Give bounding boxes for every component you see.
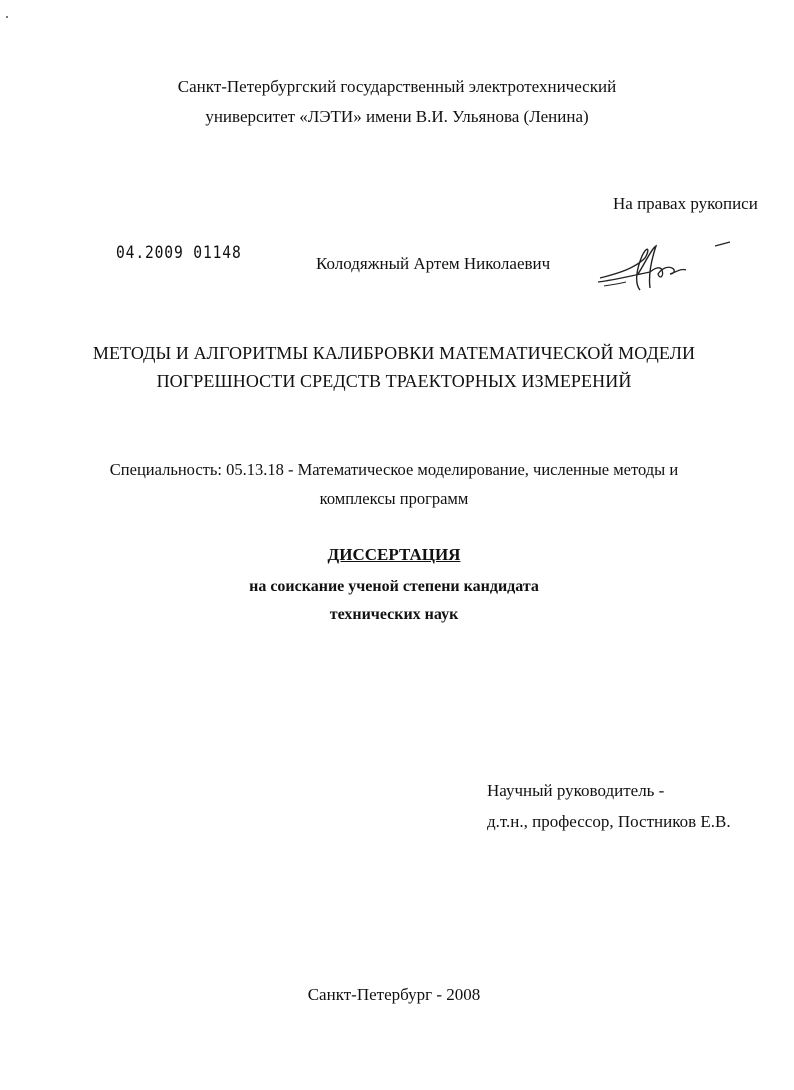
dissertation-title-line2: ПОГРЕШНОСТИ СРЕДСТВ ТРАЕКТОРНЫХ ИЗМЕРЕНИЙ [156,371,632,391]
city-year: Санкт-Петербург - 2008 [307,985,481,1004]
supervisor-label: Научный руководитель - [487,781,665,800]
degree-line1: на соискание ученой степени кандидата [249,578,539,595]
university-name-line1: Санкт-Петербургский государственный электротехнический [177,77,617,96]
supervisor-name: д.т.н., профессор, Постников Е.В. [487,812,731,831]
specialty-line1: Специальность: 05.13.18 - Математическое моделирование, численные методы и [109,460,679,479]
university-name-line2: университет «ЛЭТИ» имени В.И. Ульянова (Ленина) [205,107,589,126]
author-name: Колодяжный Артем Николаевич [316,254,551,273]
rights-notice: На правах рукописи [613,194,758,213]
degree-line2: технических наук [329,606,459,623]
specialty-line2: комплексы программ [319,489,469,508]
dissertation-type: ДИССЕРТАЦИЯ [327,545,461,564]
author-signature [590,238,740,298]
dissertation-title-line1: МЕТОДЫ И АЛГОРИТМЫ КАЛИБРОВКИ МАТЕМАТИЧЕСКОЙ МОДЕЛИ [92,343,696,363]
scan-speck [6,16,8,18]
registration-number: 04.2009 01148 [116,243,242,263]
